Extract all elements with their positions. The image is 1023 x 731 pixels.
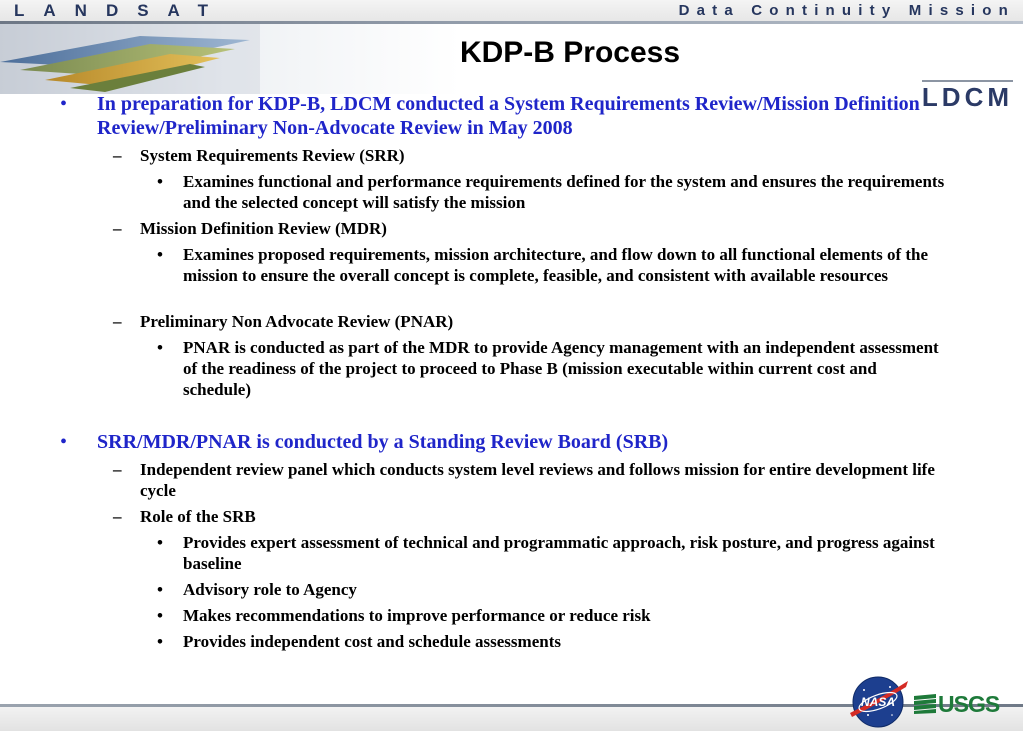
bullet-marker: • [157, 172, 163, 191]
bullet-text: Makes recommendations to improve performance or reduce risk [183, 606, 651, 625]
dash-marker: – [113, 146, 122, 165]
bullet-text: SRR/MDR/PNAR is conducted by a Standing Review Board (SRB) [97, 431, 669, 453]
bullet-marker: • [60, 93, 68, 115]
bullet-level3 [157, 244, 977, 286]
bullet-level2 [113, 311, 943, 332]
bullet-text: Mission Definition Review (MDR) [140, 219, 387, 238]
bullet-marker: • [157, 606, 163, 625]
bullet-marker: • [157, 580, 163, 599]
bullet-marker: • [157, 245, 163, 264]
bullet-level2 [113, 145, 943, 166]
bullet-text: In preparation for KDP-B, LDCM conducted a System Requirements Review/Mission Definition Review/Preliminary Non-Advocate Review in May 2008 [97, 93, 920, 139]
bullet-marker: • [157, 533, 163, 552]
bullet-text: Provides independent cost and schedule assessments [183, 632, 561, 651]
usgs-logo [912, 690, 1008, 716]
dash-marker: – [113, 460, 122, 479]
bullet-level3 [157, 579, 947, 600]
bullet-level3 [157, 337, 947, 400]
landsat-wordmark: LANDSAT [14, 1, 227, 20]
bullet-text: Preliminary Non Advocate Review (PNAR) [140, 312, 454, 331]
nasa-logo [848, 675, 910, 729]
bullet-level2 [113, 459, 943, 501]
bullet-text: Examines functional and performance requirements defined for the system and ensures the requirements and the selected concept will satisfy the mission [183, 172, 945, 212]
bullet-level2 [113, 218, 943, 239]
dash-marker: – [113, 507, 122, 526]
dash-marker: – [113, 312, 122, 331]
bullet-level1 [60, 430, 960, 454]
landsat-stripes-graphic [0, 24, 260, 94]
bullet-text: Role of the SRB [140, 507, 256, 526]
ldcm-logo: LDCM [921, 82, 1013, 112]
nasa-logo-text: NASA [860, 695, 896, 709]
bullet-level3 [157, 532, 957, 574]
bullet-marker: • [60, 431, 68, 453]
usgs-logo-text: USGS [938, 691, 1000, 716]
bullet-marker: • [157, 338, 163, 357]
bullet-level3 [157, 631, 947, 652]
bullet-marker: • [157, 632, 163, 651]
bullet-level3 [157, 171, 947, 213]
bullet-level2 [113, 506, 943, 527]
bullet-level3 [157, 605, 947, 626]
bullet-text: Provides expert assessment of technical and programmatic approach, risk posture, and progress against baseline [183, 533, 935, 573]
bullet-text: Advisory role to Agency [183, 580, 357, 599]
bullet-text: Examines proposed requirements, mission architecture, and flow down to all functional elements of the mission to ensure the overall concept is complete, feasible, and consistent with available resources [183, 245, 929, 285]
bullet-level1 [60, 92, 960, 140]
mission-name: Data Continuity Mission [678, 2, 1015, 19]
bullet-text: PNAR is conducted as part of the MDR to provide Agency management with an independent assessment of the readiness of the project to proceed to Phase B (mission executable within current cost and schedule) [183, 338, 939, 399]
bullet-text: System Requirements Review (SRR) [140, 146, 405, 165]
dash-marker: – [113, 219, 122, 238]
bullet-text: Independent review panel which conducts system level reviews and follows mission for entire development life cycle [140, 460, 935, 500]
slide-title: KDP-B Process [459, 36, 681, 69]
